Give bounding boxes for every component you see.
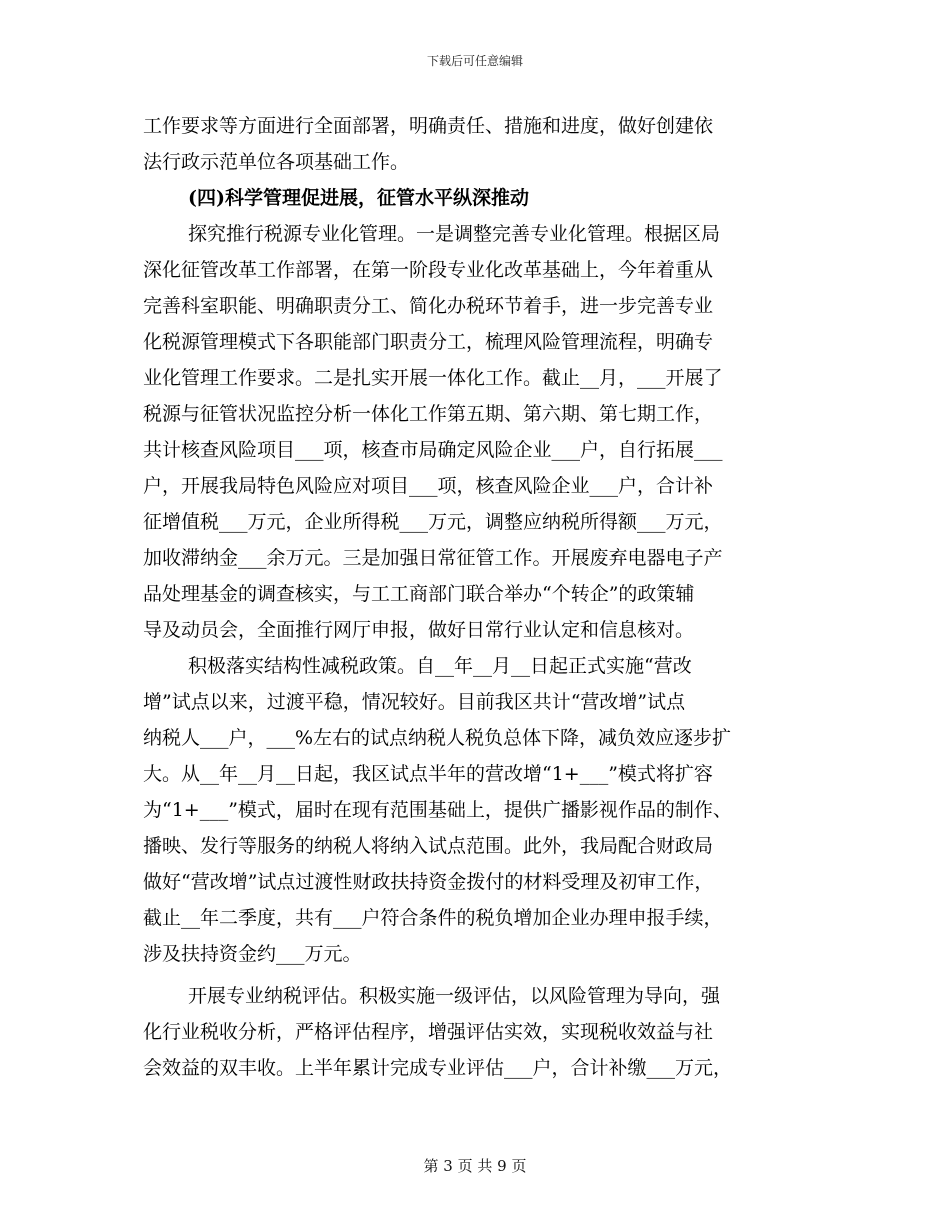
text-line: 深化征管改革工作部署，在第一阶段专业化改革基础上，今年着重从 (143, 259, 714, 281)
text-line: 大。从__年__月__日起，我区试点半年的营改增“1+___”模式将扩容 (143, 763, 713, 785)
text-line: 共计核查风险项目___项，核查市局确定风险企业___户，自行拓展___ (143, 439, 723, 461)
text-line: 完善科室职能、明确职责分工、简化办税环节着手，进一步完善专业 (143, 295, 714, 317)
text-line: 税源与征管状况监控分析一体化工作第五期、第六期、第七期工作， (143, 403, 714, 425)
text-line: 化税源管理模式下各职能部门职责分工，梳理风险管理流程，明确专 (143, 331, 714, 353)
text-line: 积极落实结构性减税政策。自__年__月__日起正式实施“营改 (188, 655, 692, 677)
text-line: 为“1+___”模式，届时在现有范围基础上，提供广播影视作品的制作、 (143, 799, 732, 821)
text-line: 纳税人___户，___%左右的试点纳税人税负总体下降，减负效应逐步扩 (143, 727, 732, 749)
section-heading (143, 180, 809, 216)
text-line: 探究推行税源专业化管理。一是调整完善专业化管理。根据区局 (188, 223, 721, 245)
text-line: 增”试点以来，过渡平稳，情况较好。目前我区共计“营改增”试点 (143, 691, 686, 713)
text-line: 品处理基金的调查核实，与工工商部门联合举办“个转企”的政策辅 (143, 583, 695, 605)
text-line: 化行业税收分析，严格评估程序，增强评估实效，实现税收效益与社 (143, 1021, 714, 1043)
paragraph (143, 216, 809, 648)
text-line: 户，开展我局特色风险应对项目___项，核查风险企业___户，合计补 (143, 475, 714, 497)
section-heading-text: (四)科学管理促进展，征管水平纵深推动 (188, 187, 529, 209)
text-line: 开展专业纳税评估。积极实施一级评估，以风险管理为导向，强 (188, 985, 721, 1007)
text-line: 工作要求等方面进行全面部署，明确责任、措施和进度，做好创建依 (143, 115, 714, 137)
text-line: 播映、发行等服务的纳税人将纳入试点范围。此外，我局配合财政局 (143, 835, 714, 857)
text-line: 加收滞纳金___余万元。三是加强日常征管工作。开展废弃电器电子产 (143, 547, 723, 569)
text-line: 做好“营改增”试点过渡性财政扶持资金拨付的材料受理及初审工作， (143, 871, 714, 893)
text-line: 导及动员会，全面推行网厅申报，做好日常行业认定和信息核对。 (143, 619, 695, 641)
text-line: 会效益的双丰收。上半年累计完成专业评估___户，合计补缴___万元， (143, 1057, 733, 1079)
text-line: 涉及扶持资金约___万元。 (143, 943, 362, 965)
text-line: 征增值税___万元，企业所得税___万元，调整应纳税所得额___万元， (143, 511, 723, 533)
page-header: 下载后可任意编辑 (426, 54, 523, 68)
paragraph (143, 648, 809, 972)
page-footer: 第 3 页 共 9 页 (423, 1157, 527, 1175)
document-body (143, 108, 809, 1086)
text-line: 法行政示范单位各项基础工作。 (143, 151, 410, 173)
paragraph-continuation (143, 108, 809, 180)
text-line: 截止__年二季度，共有___户符合条件的税负增加企业办理申报手续， (143, 907, 723, 929)
paragraph (143, 978, 809, 1086)
text-line: 业化管理工作要求。二是扎实开展一体化工作。截止__月，___开展了 (143, 367, 723, 389)
